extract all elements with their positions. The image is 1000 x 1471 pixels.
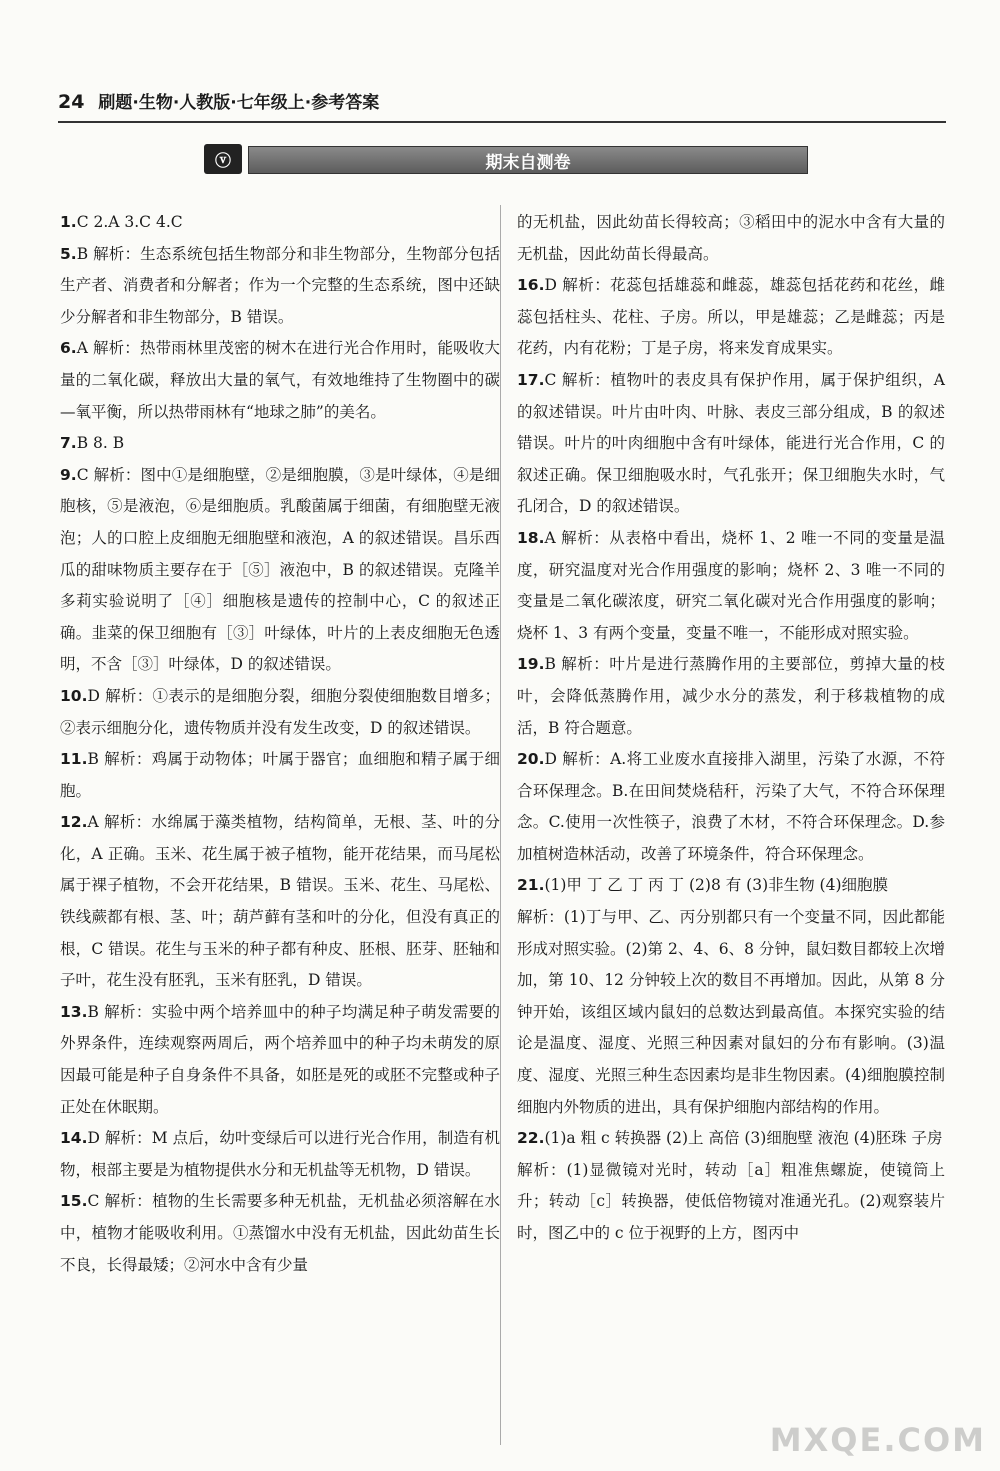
question-number: 13. bbox=[60, 1002, 88, 1021]
answer-item bbox=[60, 997, 500, 1123]
answer-item bbox=[517, 1123, 945, 1155]
answer-item bbox=[60, 1123, 500, 1186]
answer-item bbox=[517, 207, 945, 270]
question-number: 1. bbox=[60, 213, 77, 231]
answer-text: A 解析：从表格中看出，烧杯 1、2 唯一不同的变量是温度，研究温度对光合作用强度的影响；烧杯 2、3 唯一不同的变量是二氧化碳浓度，研究二氧化碳对光合作用强度的影响；烧杯 1、3 有两个变量，变量不唯一，不能形成对照实验。 bbox=[517, 528, 945, 642]
answer-text: 解析：(1)显微镜对光时，转动［a］粗准焦螺旋，使镜筒上升；转动［c］转换器，使低倍物镜对准通光孔。(2)观察装片时，图乙中的 c 位于视野的上方，图丙中 bbox=[517, 1160, 945, 1242]
question-number: 15. bbox=[60, 1192, 88, 1211]
question-number: 6. bbox=[60, 339, 77, 358]
answer-text: B 8. B bbox=[76, 434, 125, 453]
answer-text: C 解析：植物叶的表皮具有保护作用，属于保护组织，A 的叙述错误。叶片由叶肉、叶脉、表皮三部分组成，B 的叙述错误。叶片的叶肉细胞中含有叶绿体，能进行光合作用，C 的叙述正确。保卫细胞吸水时，气孔张开；保卫细胞失水时，气孔闭合，D 的叙述错误。 bbox=[517, 370, 945, 516]
page-number: 24 bbox=[58, 91, 85, 113]
answer-item bbox=[60, 333, 500, 428]
answer-text: B 解析：生态系统包括生物部分和非生物部分，生物部分包括生产者、消费者和分解者；作为一个完整的生态系统，图中还缺少分解者和非生物部分，B 错误。 bbox=[60, 244, 500, 326]
answer-item bbox=[517, 649, 945, 744]
watermark: MXQE.COM bbox=[769, 1421, 986, 1459]
column-divider bbox=[500, 205, 501, 1445]
left-column bbox=[60, 207, 500, 1281]
answer-item bbox=[517, 744, 945, 870]
answer-text: 的无机盐，因此幼苗长得较高；③稻田中的泥水中含有大量的无机盐，因此幼苗长得最高。 bbox=[517, 213, 945, 263]
answer-item bbox=[60, 460, 500, 681]
question-number: 5. bbox=[60, 244, 77, 263]
question-number: 7. bbox=[60, 434, 77, 453]
question-number: 21. bbox=[517, 876, 545, 895]
right-column bbox=[517, 207, 945, 1250]
question-number: 17. bbox=[517, 370, 545, 389]
answer-text: C 解析：图中①是细胞壁，②是细胞膜，③是叶绿体，④是细胞核，⑤是液泡，⑥是细胞质。乳酸菌属于细菌，有细胞壁无液泡；人的口腔上皮细胞无细胞壁和液泡，A 的叙述错误。昌乐西瓜的甜味物质主要存在于［⑤］液泡中，B 的叙述错误。克隆羊多莉实验说明了［④］细胞核是遗传的控制中心，C 的叙述正确。韭菜的保卫细胞有［③］叶绿体，叶片的上表皮细胞无色透明，不含［③］叶绿体，D 的叙述错误。 bbox=[60, 465, 500, 674]
header-title: 刷题·生物·人教版·七年级上·参考答案 bbox=[98, 93, 380, 113]
answer-text: B 解析：鸡属于动物体；叶属于器官；血细胞和精子属于细胞。 bbox=[60, 750, 500, 800]
question-number: 22. bbox=[517, 1129, 545, 1148]
book-logo-icon: ⓥ bbox=[204, 144, 242, 174]
answer-item bbox=[517, 870, 945, 902]
answer-item bbox=[60, 681, 500, 744]
question-number: 18. bbox=[517, 528, 545, 547]
section-title: 期末自测卷 bbox=[248, 146, 808, 174]
question-number: 19. bbox=[517, 655, 545, 674]
answer-item bbox=[517, 365, 945, 523]
question-number: 14. bbox=[60, 1129, 88, 1148]
header-rule bbox=[58, 121, 946, 123]
question-number: 12. bbox=[60, 813, 88, 832]
answer-item bbox=[60, 744, 500, 807]
answer-text: (1)甲 丁 乙 丁 丙 丁 (2)8 有 (3)非生物 (4)细胞膜 bbox=[544, 876, 888, 895]
answer-text: A 解析：热带雨林里茂密的树木在进行光合作用时，能吸收大量的二氧化碳，释放出大量的氧气，有效地维持了生物圈中的碳—氧平衡，所以热带雨林有“地球之肺”的美名。 bbox=[60, 339, 500, 421]
answer-text: D 解析：M 点后，幼叶变绿后可以进行光合作用，制造有机物，根部主要是为植物提供水分和无机盐等无机物，D 错误。 bbox=[60, 1129, 500, 1179]
answer-item bbox=[60, 207, 500, 239]
question-number: 10. bbox=[60, 686, 88, 705]
question-number: 11. bbox=[60, 750, 88, 769]
answer-text: (1)a 粗 c 转换器 (2)上 高倍 (3)细胞壁 液泡 (4)胚珠 子房 bbox=[544, 1129, 943, 1148]
question-number: 16. bbox=[517, 276, 545, 295]
answer-text: D 解析：花蕊包括雄蕊和雌蕊，雄蕊包括花药和花丝，雌蕊包括柱头、花柱、子房。所以，甲是雄蕊；乙是雌蕊；丙是花药，内有花粉；丁是子房，将来发育成果实。 bbox=[517, 276, 945, 358]
answer-item bbox=[60, 239, 500, 334]
page-header bbox=[58, 88, 379, 113]
answer-text: 解析：(1)丁与甲、乙、丙分别都只有一个变量不同，因此都能形成对照实验。(2)第 2、4、6、8 分钟，鼠妇数目都较上次增加，第 10、12 分钟较上次的数目不再增加。因此，从第 8 分钟开始，该组区域内鼠妇的总数达到最高值。本探究实验的结论是温度、湿度、光照三种因素对鼠妇的分布有影响。(3)温度、湿度、光照三种生态因素均是非生物因素。(4)细胞膜控制细胞内外物质的进出，具有保护细胞内部结构的作用。 bbox=[517, 908, 945, 1116]
question-number: 9. bbox=[60, 465, 77, 484]
answer-item bbox=[60, 1186, 500, 1281]
answer-text: C 解析：植物的生长需要多种无机盐，无机盐必须溶解在水中，植物才能吸收利用。①蒸馏水中没有无机盐，因此幼苗生长不良，长得最矮；②河水中含有少量 bbox=[60, 1192, 500, 1274]
answer-text: C 2.A 3.C 4.C bbox=[76, 213, 183, 231]
answer-item bbox=[60, 428, 500, 460]
answer-item bbox=[60, 807, 500, 997]
answer-text: A 解析：水绵属于藻类植物，结构简单，无根、茎、叶的分化，A 正确。玉米、花生属于被子植物，能开花结果，而马尾松属于裸子植物，不会开花结果，B 错误。玉米、花生、马尾松、铁线蕨都有根、茎、叶；葫芦藓有茎和叶的分化，但没有真正的根，C 错误。花生与玉米的种子都有种皮、胚根、胚芽、胚轴和子叶，花生没有胚乳，玉米有胚乳，D 错误。 bbox=[60, 813, 500, 990]
answer-item bbox=[517, 1155, 945, 1250]
answer-item bbox=[517, 270, 945, 365]
section-banner bbox=[204, 144, 808, 174]
answer-text: B 解析：实验中两个培养皿中的种子均满足种子萌发需要的外界条件，连续观察两周后，两个培养皿中的种子均未萌发的原因最可能是种子自身条件不具备，如胚是死的或胚不完整或种子正处在休眠期。 bbox=[60, 1002, 500, 1116]
answer-text: D 解析：A.将工业废水直接排入湖里，污染了水源，不符合环保理念。B.在田间焚烧秸秆，污染了大气，不符合环保理念。C.使用一次性筷子，浪费了木材，不符合环保理念。D.参加植树造林活动，改善了环境条件，符合环保理念。 bbox=[517, 750, 945, 863]
answer-text: B 解析：叶片是进行蒸腾作用的主要部位，剪掉大量的枝叶，会降低蒸腾作用，减少水分的蒸发，利于移栽植物的成活，B 符合题意。 bbox=[517, 655, 945, 737]
answer-text: D 解析：①表示的是细胞分裂，细胞分裂使细胞数目增多；②表示细胞分化，遗传物质并没有发生改变，D 的叙述错误。 bbox=[60, 686, 500, 737]
answer-item bbox=[517, 902, 945, 1123]
answer-item bbox=[517, 523, 945, 649]
question-number: 20. bbox=[517, 750, 545, 769]
